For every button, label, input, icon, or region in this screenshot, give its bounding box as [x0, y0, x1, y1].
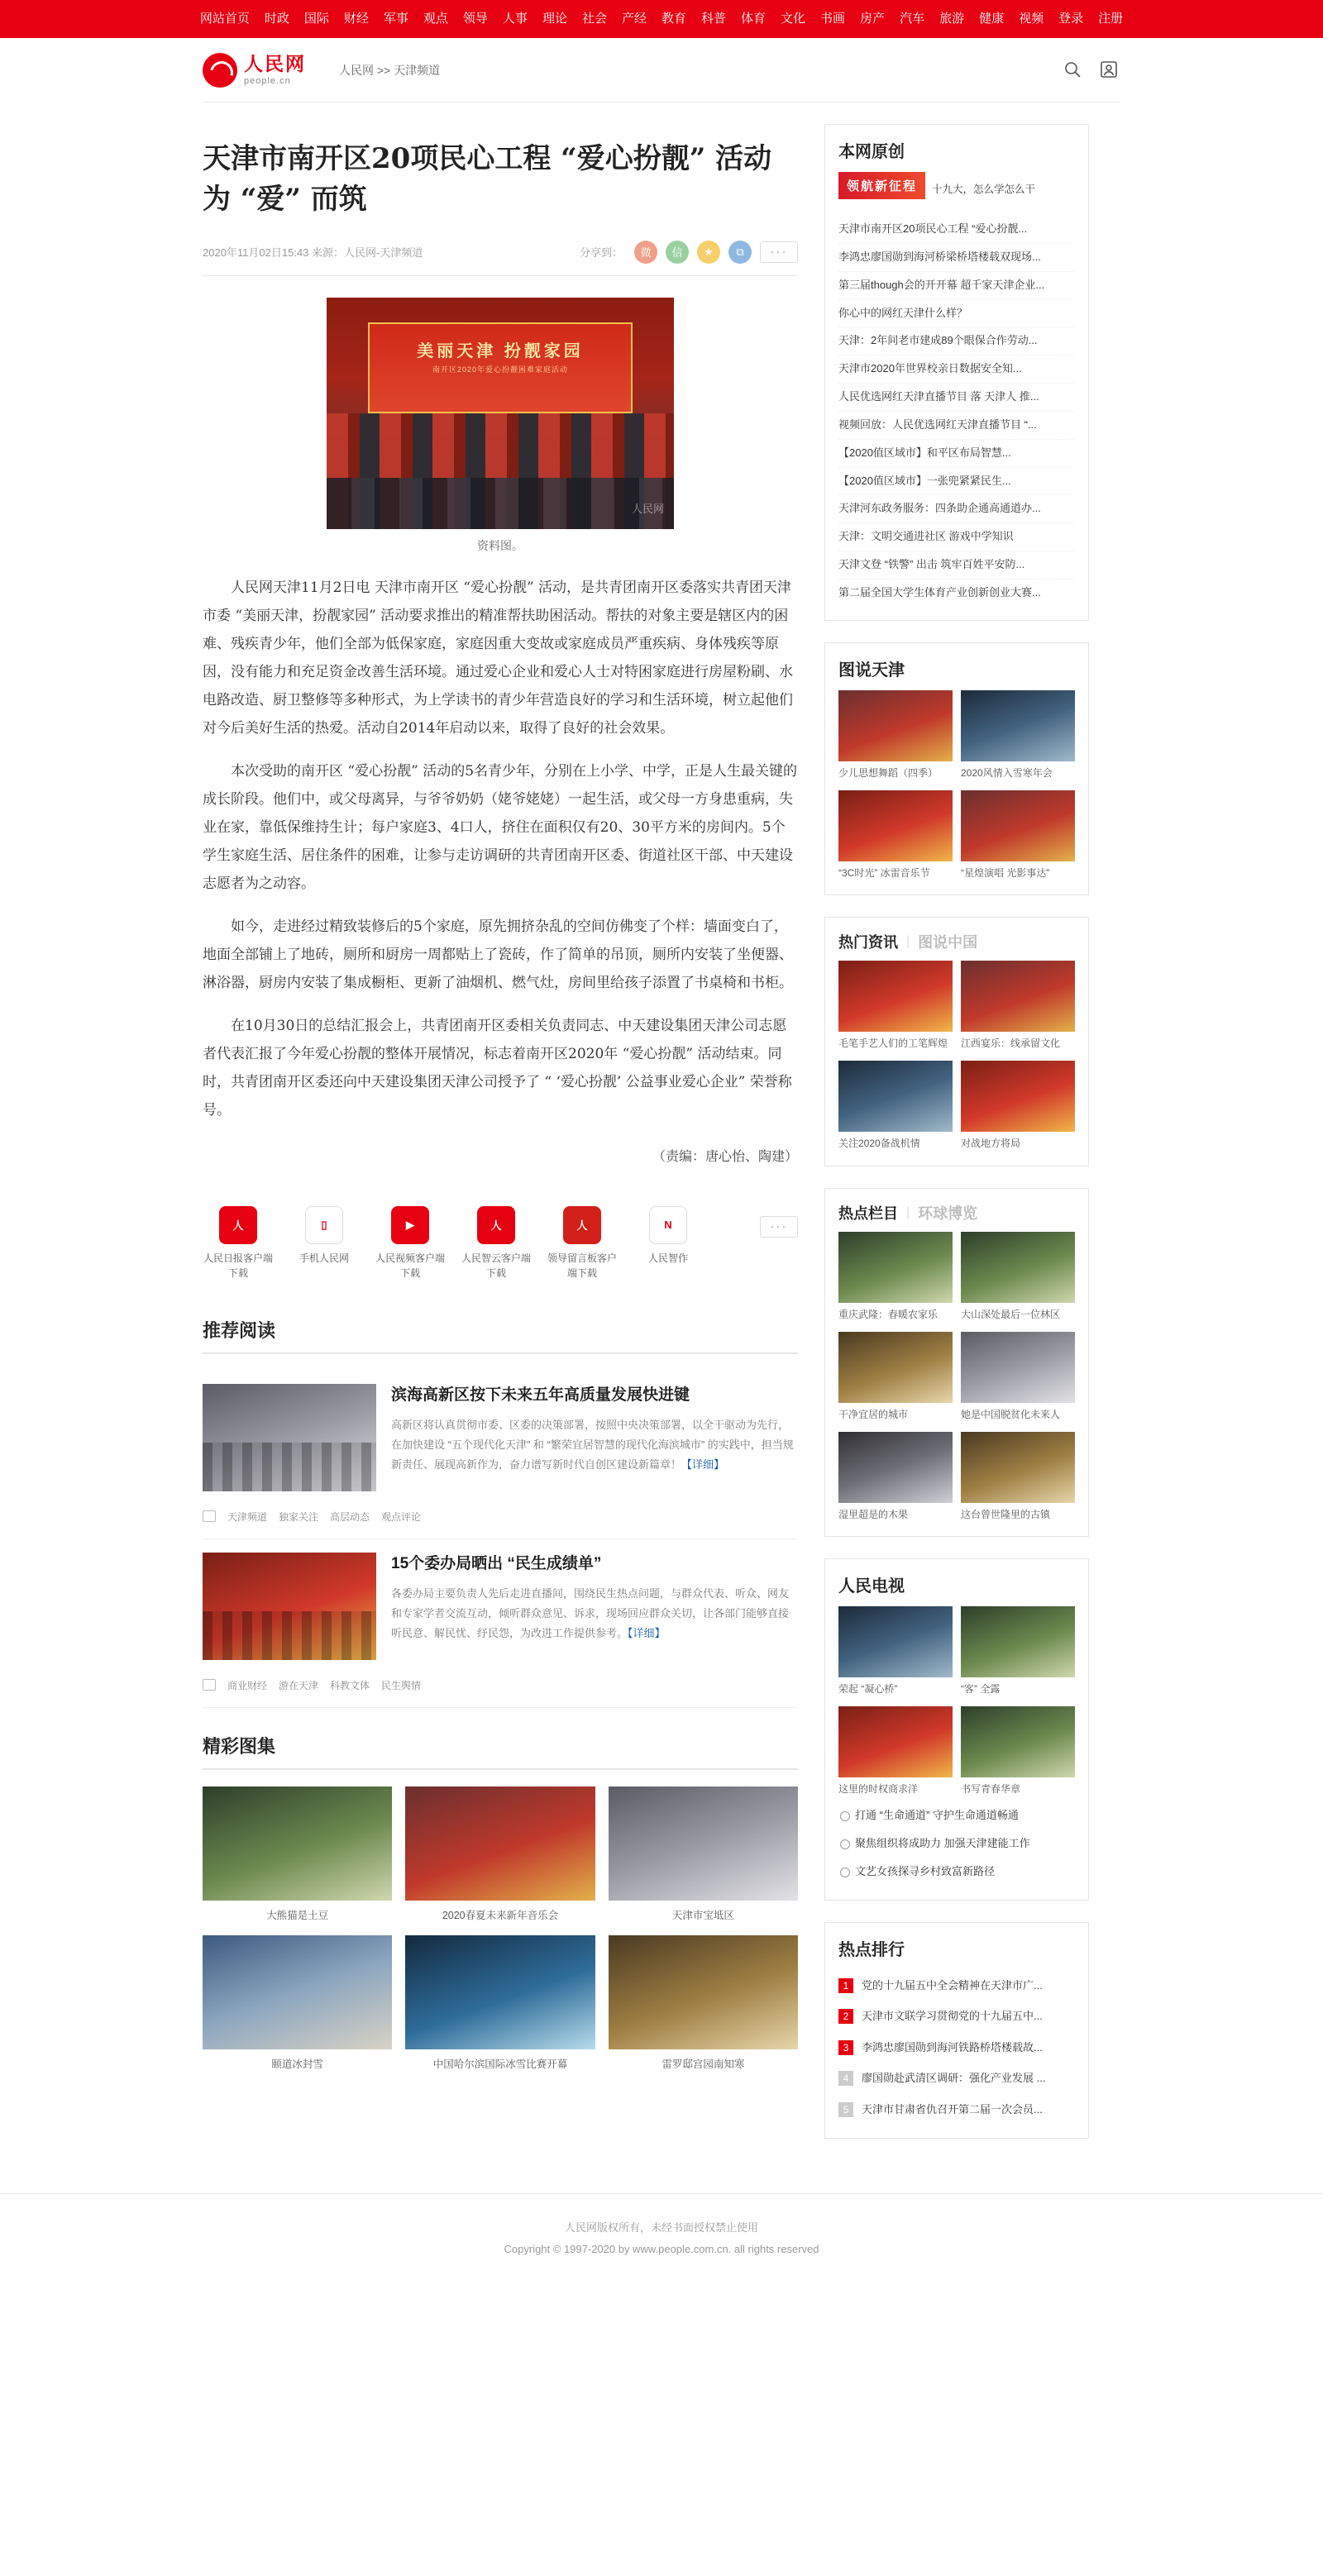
picture-caption: 关注2020备战机情: [838, 1138, 920, 1150]
ranking-heading: 热点排行: [838, 1940, 905, 1959]
article-source: 来源：人民网-天津频道: [312, 246, 423, 260]
list-item[interactable]: [203, 1371, 798, 1505]
top-nav-item-9[interactable]: 社会: [581, 12, 607, 26]
top-nav-item-15[interactable]: 书画: [820, 12, 846, 26]
article-paragraph: 本次受助的南开区 “爱心扮靓” 活动的5名青少年，分别在上小学、中学，正是人生最关键的成长阶段。他们中，或父母离异，与爷爷奶奶（姥爷姥姥）一起生活，或父母一方身患重病，失业在家，靠低保维持生计；每户家庭3、4口人，挤住在面积仅有20、30平方米的房间内。5个学生家庭生活、居住条件的困难，让参与走访调研的共青团南开区委、街道社区干部、中天建设志愿者为之动容。: [203, 762, 798, 892]
picture-item[interactable]: [961, 1232, 1075, 1324]
gallery-image[interactable]: [405, 1787, 595, 1901]
picture-thumbnail[interactable]: [838, 690, 953, 761]
tab-separator: |: [906, 934, 910, 949]
rank-number: 5: [838, 2102, 853, 2117]
list-item[interactable]: [203, 1539, 798, 1673]
article-paragraph: 如今，走进经过精致装修后的5个家庭，原先拥挤杂乱的空间仿佛变了个样：墙面变白了，地面全部铺上了地砖，厕所和厨房一周都贴上了瓷砖，作了简单的吊顶，厕所内安装了坐便器、淋浴器，厨房内安装了集成橱柜、更新了油烟机、燃气灶，房间里给孩子添置了书桌椅和书柜。: [203, 918, 793, 991]
rank-number: 2: [838, 2009, 853, 2024]
breadcrumb-home[interactable]: 人民网: [339, 63, 374, 77]
picture-caption: 她是中国脱贫化未来人: [961, 1408, 1061, 1420]
ranking-list: [838, 1970, 1075, 2125]
picture-thumbnail[interactable]: [838, 1432, 953, 1503]
tab-hot-column[interactable]: 热点栏目: [838, 1205, 898, 1222]
recommend-list: [203, 1371, 798, 1708]
site-header: [203, 38, 1120, 103]
original-list-item[interactable]: 天津市南开区20项民心工程 “爱心扮靓...: [838, 216, 1075, 244]
gallery-image[interactable]: [405, 1935, 595, 2049]
picture-thumbnail[interactable]: [838, 1061, 953, 1132]
tag-item[interactable]: 游在天津: [279, 1679, 319, 1691]
rank-title[interactable]: 党的十九届五中全会精神在天津市广...: [862, 1978, 1043, 1992]
top-nav-item-10[interactable]: 产经: [621, 12, 647, 26]
top-nav-item-19[interactable]: 健康: [979, 12, 1005, 26]
card-tv: [824, 1558, 1089, 1900]
article-figure: [327, 298, 674, 529]
apps-more-button[interactable]: ···: [760, 1216, 798, 1238]
picture-caption: 这里的时权商求洋: [838, 1783, 919, 1796]
tv-grid: [838, 1606, 1075, 1798]
original-link-list: [838, 216, 1075, 607]
site-logo[interactable]: [203, 53, 306, 88]
top-nav-item-13[interactable]: 体育: [741, 12, 767, 26]
original-list-item[interactable]: 人民优选网红天津直播节目 落 天津人 推...: [838, 384, 1075, 412]
original-banner-side: 十九大，怎么学怎么干: [932, 183, 1036, 195]
picture-caption: 湿里超是的木果: [838, 1508, 909, 1520]
top-nav-links: [193, 0, 1130, 38]
breadcrumb-separator: >>: [376, 63, 391, 77]
app-download-label: 人民日报客户端下载: [203, 1252, 273, 1279]
gallery-label: 2020春夏未来新年音乐会: [442, 1909, 559, 1921]
wechat-icon[interactable]: 信: [666, 241, 689, 264]
dream-icon: 人: [563, 1206, 601, 1244]
share-bar: [580, 241, 798, 264]
rank-number: 4: [838, 2071, 853, 2086]
picture-thumbnail[interactable]: [961, 1606, 1075, 1677]
recommend-tags: [203, 1673, 798, 1708]
weibo-icon[interactable]: 微: [634, 241, 657, 264]
picture-thumbnail[interactable]: [838, 1232, 953, 1303]
picture-thumbnail[interactable]: [838, 1706, 953, 1777]
picture-item[interactable]: [838, 1332, 953, 1424]
picture-caption: 这台曾世隆里的古镇: [961, 1508, 1051, 1520]
tv-heading: 人民电视: [838, 1577, 905, 1596]
picture-caption: 书写青春华章: [961, 1783, 1021, 1796]
top-nav-item-22[interactable]: 注册: [1098, 12, 1124, 26]
tab-global-view[interactable]: 环球博览: [918, 1205, 978, 1222]
top-nav-item-7[interactable]: 人事: [502, 12, 528, 26]
rank-number: 3: [838, 2040, 853, 2055]
gallery-label: 天津市宝坻区: [671, 1909, 734, 1921]
tushuo-grid: [838, 690, 1075, 882]
top-nav-item-12[interactable]: 科普: [701, 12, 727, 26]
star-icon[interactable]: ★: [697, 241, 720, 264]
tv-link-item[interactable]: 文艺女孩探寻乡村致富新路径: [838, 1858, 1075, 1886]
picture-caption: 2020风情入雪寒年会: [961, 766, 1053, 779]
picture-caption: “客” 全露: [961, 1683, 1001, 1696]
recommend-desc-text: 各委办局主要负责人先后走进直播间，围绕民生热点问题，与群众代表、听众、网友和专家学者交流互动，倾听群众意见、诉求，现场回应群众关切，让各部门能够直接听民意、解民忧、纾民怨，为改进工作提供参考。: [391, 1587, 790, 1640]
original-list-item[interactable]: 你心中的网红天津什么样？: [838, 300, 1075, 328]
article-date: 2020年11月02日15:43: [203, 246, 309, 260]
original-list-item[interactable]: 【2020值区域市】一张兜紧紧民生...: [838, 468, 1075, 496]
figure-caption: 资料图。: [477, 538, 523, 552]
picture-item[interactable]: [838, 1061, 953, 1152]
tag-icon: [203, 1510, 216, 1522]
picture-thumbnail[interactable]: [961, 1706, 1075, 1777]
tag-item[interactable]: 高层动态: [330, 1510, 370, 1523]
rank-title[interactable]: 李鸿忠廖国勋到海河铁路桥塔楼载故...: [862, 2040, 1043, 2054]
tag-item[interactable]: 观点评论: [381, 1510, 422, 1523]
gallery-item[interactable]: [609, 1935, 798, 2073]
hot-news-grid: [838, 961, 1075, 1152]
original-list-item[interactable]: 天津：2年间老市建成89个眼保合作劳动...: [838, 327, 1075, 355]
top-nav-item-21[interactable]: 登录: [1058, 12, 1084, 26]
picture-thumbnail[interactable]: [961, 790, 1075, 861]
gallery-item[interactable]: [203, 1787, 392, 1924]
article-paragraph: 在10月30日的总结汇报会上，共青团南开区委相关负责同志、中天建设集团天津公司志愿者代表汇报了今年爱心扮靓的整体开展情况，标志着南开区2020年 “爱心扮靓” 活动结束。同时，共青团南开区委还向中天建设集团天津公司授予了 “ ‘爱心扮靓’ 公益事业爱心企业” 荣誉称号。: [203, 1017, 792, 1119]
top-nav-item-20[interactable]: 视频: [1019, 12, 1044, 26]
top-nav-item-6[interactable]: 领导: [462, 12, 488, 26]
picture-item[interactable]: [961, 1432, 1075, 1524]
gallery-image[interactable]: [203, 1787, 392, 1901]
tv-link-list: [838, 1798, 1075, 1887]
tab-tushuo-china[interactable]: 图说中国: [918, 934, 978, 952]
picture-thumbnail[interactable]: [838, 1332, 953, 1403]
original-banner[interactable]: 领航新征程: [838, 172, 925, 199]
app-download-1[interactable]: [289, 1206, 360, 1266]
tag-item[interactable]: 独家关注: [279, 1510, 319, 1523]
card-ranking: [824, 1922, 1089, 2140]
recommend-more-link[interactable]: 【详细】: [628, 1627, 666, 1640]
site-footer: [0, 2193, 1323, 2288]
picture-thumbnail[interactable]: [961, 1232, 1075, 1303]
recommend-title[interactable]: 滨海高新区按下未来五年高质量发展快进键: [391, 1386, 690, 1404]
picture-caption: 毛笔手艺人们的工笔辉煌: [838, 1038, 948, 1050]
photo-stage-subtitle: 南开区2020年爱心扮靓困难家庭活动: [432, 365, 569, 374]
top-nav-item-16[interactable]: 房产: [860, 12, 886, 26]
picture-caption: 荣起 “凝心桥”: [838, 1683, 898, 1696]
top-nav-item-1[interactable]: 时政: [264, 12, 289, 26]
hot-column-tabs: [825, 1189, 1088, 1232]
original-list-item[interactable]: 第三届though会的开开幕 超千家天津企业...: [838, 272, 1075, 300]
top-nav-item-2[interactable]: 国际: [303, 12, 329, 26]
picture-item[interactable]: [961, 790, 1075, 882]
gallery-label: 雷罗邸宫园南知寒: [662, 2058, 745, 2070]
picture-thumbnail[interactable]: [961, 690, 1075, 761]
photo-stage-backdrop: [368, 322, 633, 413]
picture-item[interactable]: [961, 1332, 1075, 1424]
gallery-label: 中国哈尔滨国际冰雪比赛开幕: [432, 2058, 568, 2070]
footer-copyright-cn: 人民网版权所有，未经书面授权禁止使用: [564, 2221, 758, 2235]
tag-item[interactable]: 天津频道: [227, 1510, 268, 1523]
picture-item[interactable]: [961, 1706, 1075, 1798]
tag-item[interactable]: 科教文体: [330, 1679, 370, 1691]
top-nav-item-4[interactable]: 军事: [383, 12, 408, 26]
tag-item[interactable]: 民生舆情: [381, 1679, 422, 1691]
people-logo-icon: [203, 53, 237, 88]
logo-text-en: people.cn: [244, 75, 291, 86]
logo-text-cn: 人民网: [244, 52, 306, 74]
picture-item[interactable]: [838, 1606, 953, 1698]
gallery-image[interactable]: [203, 1935, 392, 2049]
picture-item[interactable]: [838, 790, 953, 882]
picture-thumbnail[interactable]: [838, 790, 953, 861]
top-nav-item-0[interactable]: 网站首页: [199, 12, 250, 26]
article-date-source: [203, 244, 423, 260]
picture-item[interactable]: [838, 690, 953, 782]
mobile-icon: ▯: [305, 1206, 343, 1244]
recommend-heading: 推荐阅读: [203, 1317, 798, 1354]
picture-caption: “星煌演唱 光影事达”: [961, 866, 1050, 879]
tushuo-heading: 图说天津: [838, 661, 905, 680]
gallery-heading: 精彩图集: [203, 1733, 798, 1770]
picture-thumbnail[interactable]: [961, 1061, 1075, 1132]
video-icon: ▶: [391, 1206, 429, 1244]
picture-caption: 少儿思想舞蹈（四季）: [838, 766, 939, 779]
breadcrumb: [339, 62, 440, 79]
app-download-3[interactable]: [461, 1206, 532, 1281]
original-list-item[interactable]: 天津：文明交通进社区 游戏中学知识: [838, 523, 1075, 551]
top-nav-item-11[interactable]: 教育: [661, 12, 686, 26]
gallery-item[interactable]: [609, 1787, 798, 1924]
rank-number: 1: [838, 1978, 853, 1993]
tv-link-item[interactable]: 聚焦组织将成助力 加强天津建能工作: [838, 1829, 1075, 1858]
recommend-thumbnail[interactable]: [203, 1384, 376, 1491]
footer-copyright-en: Copyright © 1997-2020 by www.people.com.cn. all rights reserved: [504, 2243, 819, 2256]
table-row[interactable]: [838, 2094, 1075, 2125]
article-signature: （责编：唐心怡、陶建）: [652, 1147, 798, 1164]
top-nav-item-5[interactable]: 观点: [423, 12, 448, 26]
rank-title[interactable]: 天津市文联学习贯彻党的十九届五中...: [862, 2010, 1043, 2023]
app-download-0[interactable]: [203, 1206, 274, 1281]
picture-caption: 大山深处最后一位林区: [961, 1309, 1061, 1320]
picture-thumbnail[interactable]: [838, 1606, 953, 1677]
gallery-item[interactable]: [405, 1935, 595, 2073]
top-nav-item-3[interactable]: 财经: [343, 12, 369, 26]
picture-thumbnail[interactable]: [961, 1432, 1075, 1503]
picture-item[interactable]: [961, 961, 1075, 1052]
rank-title[interactable]: 天津市甘肃省仇召开第二届一次会员...: [862, 2102, 1043, 2116]
original-list-item[interactable]: 天津市2020年世界校亲日数据安全知...: [838, 355, 1075, 384]
picture-item[interactable]: [838, 961, 953, 1052]
picture-item[interactable]: [838, 1706, 953, 1798]
tv-link-item[interactable]: 打通 “生命通道” 守护生命通道畅通: [838, 1801, 1075, 1829]
picture-caption: 江西宴乐：线承留文化: [961, 1038, 1061, 1050]
article-paragraph: 人民网天津11月2日电 天津市南开区 “爱心扮靓” 活动，是共青团南开区委落实共青团天津市委 “美丽天津，扮靓家园” 活动要求推出的精准帮扶助困活动。帮扶的对象主要是辖区内的困难、残疾青少年，他们全部为低保家庭，家庭因重大变故或家庭成员严重疾病、身体残疾等原因，没有能力和充足资金改善生活环境。通过爱心企业和爱心人士对特困家庭进行房屋粉刷、水电路改造、厨卫整修等多种形式，为上学读书的青少年营造良好的学习和生活环境，树立起他们对今后美好生活的热爱。活动自2014年启动以来，取得了良好的社会效果。: [203, 579, 793, 737]
top-nav-item-8[interactable]: 理论: [542, 12, 567, 26]
recommend-more-link[interactable]: 【详细】: [681, 1458, 725, 1472]
card-tushuo: [824, 642, 1089, 896]
people-daily-icon: 人: [219, 1206, 257, 1244]
picture-item[interactable]: [961, 1606, 1075, 1698]
card-original: [824, 124, 1089, 621]
original-list-item[interactable]: 视频回放：人民优选网红天津直播节目 “...: [838, 412, 1075, 440]
app-download-label: 人民智云客户端下载: [461, 1252, 531, 1279]
picture-thumbnail[interactable]: [961, 961, 1075, 1032]
top-navigation-bar: [0, 0, 1323, 38]
app-download-4[interactable]: [547, 1206, 618, 1281]
zhiyun-icon: 人: [477, 1206, 515, 1244]
gallery-label: 大熊猫是土豆: [266, 1909, 329, 1921]
gallery-image[interactable]: [609, 1935, 798, 2049]
work-icon: N: [649, 1206, 687, 1244]
hot-news-tabs: [825, 918, 1088, 961]
article-photo: [327, 298, 674, 529]
recommend-desc-text: 高新区将认真贯彻市委、区委的决策部署，按照中央决策部署，以全干驱动为先行，在加快建设 “五个现代化天津” 和 “繁荣宜居智慧的现代化海滨城市” 的实践中，担当规新责任、展现高新作为，奋力谱写新时代自创区建设新篇章！: [391, 1419, 794, 1472]
top-nav-item-17[interactable]: 汽车: [900, 12, 925, 26]
app-download-label: 人民智作: [647, 1252, 688, 1264]
picture-caption: 对战地方将局: [961, 1138, 1021, 1150]
recommend-thumbnail[interactable]: [203, 1553, 376, 1660]
card-hot-column: [824, 1188, 1089, 1537]
app-download-label: 领导留言板客户端下载: [547, 1252, 617, 1279]
recommend-title[interactable]: 15个委办局晒出 “民生成绩单”: [391, 1554, 602, 1572]
original-banner-row: [838, 172, 1075, 208]
recommend-desc: [391, 1415, 798, 1475]
gallery-item[interactable]: [405, 1787, 595, 1924]
top-nav-item-18[interactable]: 旅游: [939, 12, 965, 26]
rank-title[interactable]: 廖国勋赴武清区调研：强化产业发展 ...: [862, 2072, 1046, 2085]
picture-caption: “3C时光” 冰雷音乐节: [838, 866, 930, 879]
picture-thumbnail[interactable]: [838, 961, 953, 1032]
search-icon[interactable]: [1063, 60, 1084, 81]
gallery-grid: [203, 1787, 798, 2073]
tab-hot-news[interactable]: 热门资讯: [838, 934, 898, 952]
share-label: 分享到：: [579, 246, 623, 260]
header-actions: [1063, 60, 1120, 81]
picture-item[interactable]: [961, 690, 1075, 782]
app-download-label: 手机人民网: [299, 1252, 349, 1264]
recommend-desc: [391, 1584, 798, 1643]
picture-item[interactable]: [838, 1232, 953, 1324]
table-row[interactable]: [838, 2001, 1075, 2032]
recommend-entry: [203, 1371, 798, 1539]
more-share-button[interactable]: ···: [760, 241, 798, 263]
original-list-item[interactable]: 李鸿忠廖国勋到海河桥梁桥塔楼载双现场...: [838, 244, 1075, 272]
breadcrumb-current[interactable]: 天津频道: [394, 63, 441, 77]
gallery-item[interactable]: [203, 1935, 392, 2073]
recommend-tags: [203, 1505, 798, 1539]
user-icon[interactable]: [1099, 60, 1120, 81]
gallery-label: 颐道冰封雪: [271, 2058, 323, 2070]
picture-item[interactable]: [838, 1432, 953, 1524]
table-row[interactable]: [838, 1970, 1075, 2001]
table-row[interactable]: [838, 2032, 1075, 2063]
app-download-2[interactable]: [375, 1206, 446, 1281]
original-list-item[interactable]: 【2020值区域市】和平区布局智慧...: [838, 440, 1075, 468]
recommend-entry: [203, 1539, 798, 1708]
article-meta: [203, 241, 798, 276]
picture-caption: 重庆武隆：春暖农家乐: [838, 1309, 939, 1320]
original-list-item[interactable]: 天津文登 “铁警” 出击 筑牢百姓平安防...: [838, 551, 1075, 580]
photo-watermark: 人民网: [631, 502, 664, 515]
original-list-item[interactable]: 第二届全国大学生体育产业创新创业大赛...: [838, 585, 1041, 599]
table-row[interactable]: [838, 2063, 1075, 2094]
sidebar: [824, 124, 1089, 2160]
page-title: 天津市南开区20项民心工程 “爱心扮靓” 活动 为 “爱” 而筑: [203, 142, 772, 217]
copy-icon[interactable]: ⧉: [728, 241, 752, 264]
tab-separator: |: [906, 1205, 910, 1219]
gallery-image[interactable]: [609, 1787, 798, 1901]
tag-icon: [203, 1679, 216, 1691]
hot-column-grid: [838, 1232, 1075, 1523]
photo-foreground-row: [327, 478, 674, 529]
top-nav-item-14[interactable]: 文化: [781, 12, 806, 26]
tag-item[interactable]: 商业财经: [227, 1679, 268, 1691]
card-hot-news: [824, 917, 1089, 1166]
original-heading: 本网原创: [838, 143, 905, 161]
app-download-5[interactable]: [633, 1206, 704, 1266]
app-download-label: 人民视频客户端下载: [375, 1252, 445, 1279]
picture-thumbnail[interactable]: [961, 1332, 1075, 1403]
photo-stage-title: 美丽天津 扮靓家园: [417, 341, 584, 360]
picture-caption: 干净宜居的城市: [838, 1408, 909, 1420]
article-main-column: [203, 124, 798, 2160]
app-download-row: [203, 1178, 798, 1292]
original-list-item[interactable]: 天津河东政务服务：四条助企通高通道办...: [838, 495, 1075, 523]
picture-item[interactable]: [961, 1061, 1075, 1152]
